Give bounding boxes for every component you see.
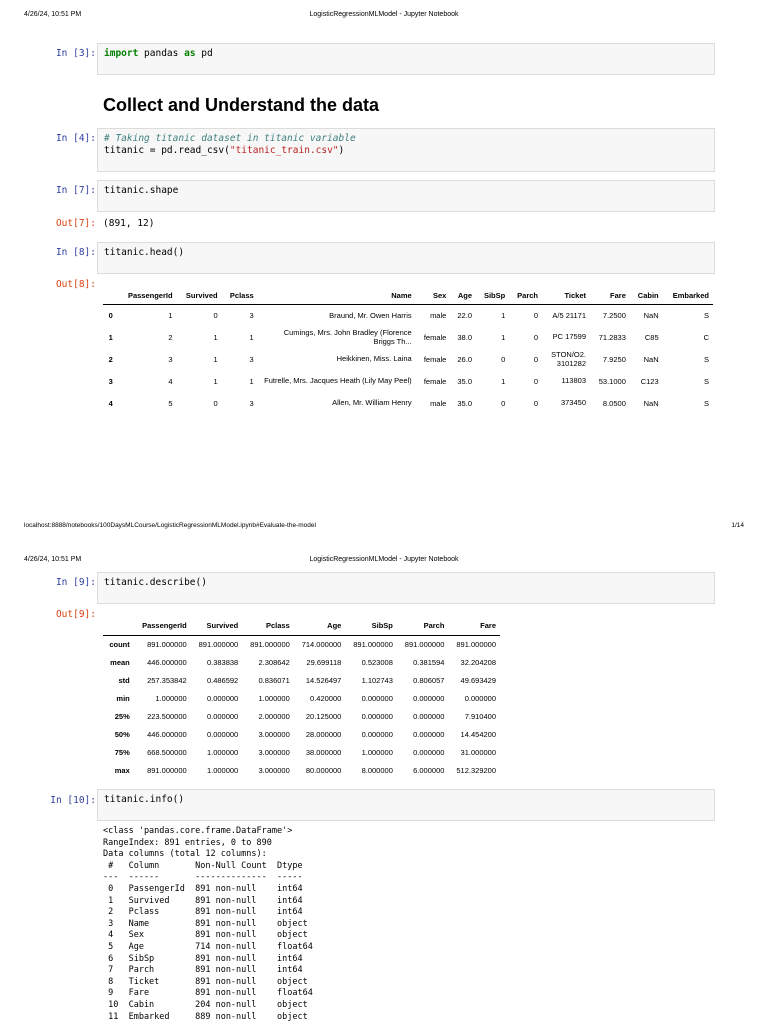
table-cell: 0.000000 [464, 694, 496, 703]
table-cell: 1.000000 [361, 748, 393, 757]
table-cell: 891.000000 [404, 640, 445, 650]
table-cell: male [430, 311, 447, 321]
table-cell: 8.000000 [361, 766, 393, 775]
table-cell: 891.000000 [456, 640, 496, 650]
table-cell: 0.000000 [206, 730, 239, 739]
code-comment: # Taking titanic dataset in titanic variable [104, 133, 356, 144]
table-cell: 512.329200 [456, 766, 496, 775]
table-cell: 71.2833 [598, 333, 626, 342]
row-index: max [114, 766, 130, 775]
table-cell: 4 [168, 377, 173, 386]
table-cell: STON/O2. 3101282 [551, 350, 586, 368]
table-cell: 1 [501, 333, 506, 342]
table-row [103, 327, 713, 349]
row-index: 2 [108, 355, 113, 364]
table-cell: 891.000000 [147, 766, 187, 775]
column-header: Age [294, 615, 346, 636]
table-cell: female [423, 355, 447, 364]
describe-dataframe [103, 615, 500, 780]
table-cell: NaN [643, 311, 659, 321]
row-index: 25% [114, 712, 130, 721]
code-text: pandas [138, 48, 185, 59]
table-cell: male [430, 399, 447, 408]
table-cell: 5 [168, 399, 173, 408]
row-index: 0 [108, 311, 113, 321]
table-cell: 373450 [560, 398, 586, 408]
table-cell: 28.000000 [305, 730, 342, 739]
print-title: LogisticRegressionMLModel - Jupyter Notebook [309, 556, 459, 563]
print-date: 4/26/24, 10:51 PM [24, 556, 82, 563]
column-header: SibSp [476, 286, 509, 305]
table-row [103, 305, 713, 327]
row-index: 3 [108, 377, 113, 386]
table-cell: 1 [168, 311, 173, 321]
input-prompt: In [10]: [50, 795, 96, 806]
table-cell: 0 [213, 399, 218, 408]
input-prompt: In [8]: [55, 247, 96, 258]
table-cell: 1.000000 [206, 748, 239, 757]
table-cell: Allen, Mr. William Henry [332, 398, 412, 408]
table-cell: 1 [249, 377, 254, 386]
table-cell: 1 [501, 377, 506, 386]
print-date: 4/26/24, 10:51 PM [24, 11, 82, 18]
row-index: 75% [114, 748, 130, 757]
table-cell: 26.0 [457, 355, 472, 364]
table-cell: 35.0 [457, 377, 472, 386]
column-header: PassengerId [117, 286, 177, 305]
table-row [103, 744, 500, 762]
table-cell: 1 [501, 311, 506, 321]
code-cell-info[interactable] [97, 789, 715, 821]
table-cell: 0 [533, 311, 538, 321]
table-cell: 3.000000 [258, 730, 290, 739]
table-cell: 0.000000 [206, 694, 239, 703]
row-index: mean [110, 658, 130, 667]
input-prompt: In [3]: [55, 48, 96, 59]
code-text: titanic.shape [104, 185, 179, 196]
code-text: titanic.head() [104, 247, 185, 258]
table-cell: 0.381594 [413, 658, 445, 667]
table-cell: 0 [533, 377, 538, 386]
table-header-row [103, 286, 713, 305]
row-index: 50% [114, 730, 130, 739]
table-cell: S [703, 377, 709, 386]
table-cell: 0.523008 [361, 658, 393, 667]
column-header [103, 286, 117, 305]
table-cell: 1 [213, 377, 218, 386]
table-cell: 257.353842 [147, 676, 187, 685]
input-prompt: In [4]: [55, 133, 96, 144]
table-cell: 0.383838 [206, 658, 239, 667]
column-header: Pclass [222, 286, 258, 305]
table-cell: 446.000000 [147, 730, 187, 739]
print-title: LogisticRegressionMLModel - Jupyter Notebook [309, 11, 459, 18]
table-cell: C85 [644, 333, 659, 342]
section-heading: Collect and Understand the data [103, 95, 380, 115]
print-url: localhost:8888/notebooks/100DaysMLCourse/LogisticRegressionMLModel.ipynb#Evaluate-the-model [24, 522, 316, 529]
column-header: PassengerId [134, 615, 191, 636]
code-text: titanic.describe() [104, 577, 207, 588]
table-cell: 7.9250 [602, 355, 626, 364]
table-cell: Futrelle, Mrs. Jacques Heath (Lily May Peel) [264, 376, 412, 386]
table-row [103, 393, 713, 415]
code-cell-head[interactable] [97, 242, 715, 274]
code-text: titanic = pd.read_csv( [104, 145, 230, 156]
table-cell: 38.000000 [305, 748, 342, 757]
page-number: 1/14 [731, 522, 744, 529]
table-cell: 714.000000 [301, 640, 342, 650]
table-cell: 0.000000 [206, 712, 239, 721]
table-row [103, 636, 500, 654]
table-cell: 2 [168, 333, 173, 342]
table-cell: 2.308642 [258, 658, 290, 667]
table-cell: PC 17599 [552, 332, 586, 342]
table-cell: 1.000000 [258, 694, 290, 703]
table-cell: 0.420000 [310, 694, 342, 703]
table-cell: 1.000000 [155, 694, 187, 703]
table-cell: 446.000000 [147, 658, 187, 667]
row-index: 1 [108, 333, 113, 342]
table-cell: 29.699118 [306, 658, 342, 667]
table-cell: 891.000000 [147, 640, 187, 650]
table-row [103, 654, 500, 672]
table-cell: 0.836071 [258, 676, 290, 685]
table-cell: 1 [213, 333, 218, 342]
table-cell: 53.1000 [598, 377, 626, 386]
table-cell: 3.000000 [258, 766, 290, 775]
table-cell: 0 [533, 399, 538, 408]
table-cell: 2.000000 [258, 712, 290, 721]
column-header: Pclass [242, 615, 294, 636]
table-cell: 3 [249, 311, 254, 321]
input-prompt: In [7]: [55, 185, 96, 196]
column-header: SibSp [345, 615, 397, 636]
table-cell: 1 [213, 355, 218, 364]
shape-output: (891, 12) [103, 218, 155, 229]
table-cell: female [423, 377, 447, 386]
table-cell: 891.000000 [198, 640, 239, 650]
table-cell: 0 [501, 399, 506, 408]
table-cell: 0 [213, 311, 218, 321]
table-cell: A/5 21171 [552, 310, 586, 320]
table-cell: 891.000000 [353, 640, 393, 650]
table-cell: 6.000000 [413, 766, 445, 775]
column-header: Survived [177, 286, 222, 305]
table-cell: 223.500000 [147, 712, 187, 721]
column-header: Fare [590, 286, 630, 305]
table-cell: 7.910400 [464, 712, 496, 721]
table-cell: female [423, 333, 447, 342]
table-cell: 1.000000 [206, 766, 239, 775]
table-cell: 0.000000 [413, 694, 445, 703]
table-cell: Heikkinen, Miss. Laina [336, 354, 412, 364]
table-cell: 891.000000 [250, 640, 290, 650]
table-cell: 0 [533, 355, 538, 364]
column-header: Ticket [542, 286, 590, 305]
table-cell: 3 [168, 355, 173, 364]
table-header-row [103, 615, 500, 636]
table-cell: 0.000000 [361, 694, 393, 703]
code-text: titanic.info() [104, 794, 185, 805]
table-cell: 0.000000 [361, 730, 393, 739]
table-cell: S [703, 355, 709, 364]
row-index: min [116, 694, 130, 703]
code-string: "titanic_train.csv" [229, 145, 339, 156]
table-row [103, 349, 713, 371]
table-cell: 3.000000 [258, 748, 290, 757]
table-cell: 14.526497 [305, 676, 342, 685]
table-row [103, 708, 500, 726]
table-cell: 1 [249, 333, 254, 342]
column-header: Fare [448, 615, 500, 636]
column-header: Embarked [663, 286, 713, 305]
table-cell: C123 [640, 377, 659, 386]
table-cell: 7.2500 [602, 311, 626, 321]
table-cell: 14.454200 [460, 730, 496, 739]
table-cell: 113803 [561, 376, 586, 386]
table-cell: 31.000000 [460, 748, 496, 757]
column-header: Sex [416, 286, 451, 305]
table-cell: 1.102743 [361, 676, 393, 685]
table-cell: 38.0 [457, 333, 472, 342]
column-header: Survived [191, 615, 243, 636]
row-index: 4 [108, 399, 113, 408]
table-cell: 668.500000 [147, 748, 187, 757]
code-keyword: import [104, 48, 139, 59]
table-cell: 0.000000 [361, 712, 393, 721]
code-keyword: as [184, 48, 196, 59]
table-row [103, 690, 500, 708]
table-cell: 20.125000 [305, 712, 342, 721]
code-cell-import[interactable] [97, 43, 715, 75]
output-prompt: Out[9]: [55, 609, 96, 620]
table-cell: 0.486592 [206, 676, 239, 685]
head-dataframe [103, 286, 713, 415]
column-header: Name [258, 286, 416, 305]
table-cell: 0.000000 [413, 748, 445, 757]
table-cell: C [703, 333, 709, 342]
table-cell: 0.806057 [413, 676, 445, 685]
column-header [103, 615, 134, 636]
table-cell: NaN [643, 355, 659, 364]
table-cell: S [703, 311, 709, 321]
row-index: count [109, 640, 130, 650]
table-cell: 3 [249, 399, 254, 408]
row-index: std [118, 676, 130, 685]
code-cell-read-csv[interactable] [97, 128, 715, 172]
table-cell: S [703, 399, 709, 408]
table-row [103, 672, 500, 690]
info-output: <class 'pandas.core.frame.DataFrame'> RangeIndex: 891 entries, 0 to 890 Data columns (total 12 columns): # Column Non-Null Count Dtype --- ------ -------------- ----- 0 PassengerId 891 non-null int64 1 Survived 891 non-null int64 2 Pclass 891 non-null int64 3 Name 891 non-null object 4 Sex 891 non-null object 5 Age 714 non-null float64 6 SibSp 891 non-null int64 7 Parch 891 non-null int64 8 Ticket 891 non-null object 9 Fare 891 non-null float64 10 Cabin 204 non-null object 11 Embarked 889 non-null object [103, 826, 313, 1022]
table-cell: 3 [249, 355, 254, 364]
table-cell: 0.000000 [413, 730, 445, 739]
table-cell: 0 [501, 355, 506, 364]
table-cell: Cumings, Mrs. John Bradley (Florence Briggs Th... [283, 328, 412, 346]
output-prompt: Out[7]: [55, 218, 96, 229]
table-row [103, 762, 500, 780]
table-row [103, 726, 500, 744]
table-cell: 32.204208 [460, 658, 496, 667]
table-cell: 35.0 [457, 399, 472, 408]
column-header: Age [450, 286, 476, 305]
code-text: pd [195, 48, 213, 59]
column-header: Parch [397, 615, 449, 636]
table-cell: 8.0500 [602, 399, 626, 408]
column-header: Parch [509, 286, 542, 305]
column-header: Cabin [630, 286, 663, 305]
table-cell: 49.693429 [460, 676, 496, 685]
code-cell-shape[interactable] [97, 180, 715, 212]
table-cell: 0 [533, 333, 538, 342]
table-cell: Braund, Mr. Owen Harris [329, 310, 412, 320]
output-prompt: Out[8]: [55, 279, 96, 290]
code-cell-describe[interactable] [97, 572, 715, 604]
table-cell: 0.000000 [413, 712, 445, 721]
table-cell: NaN [643, 399, 659, 408]
input-prompt: In [9]: [55, 577, 96, 588]
table-cell: 22.0 [457, 311, 472, 321]
code-text: ) [338, 145, 345, 156]
table-row [103, 371, 713, 393]
table-cell: 80.000000 [305, 766, 342, 775]
